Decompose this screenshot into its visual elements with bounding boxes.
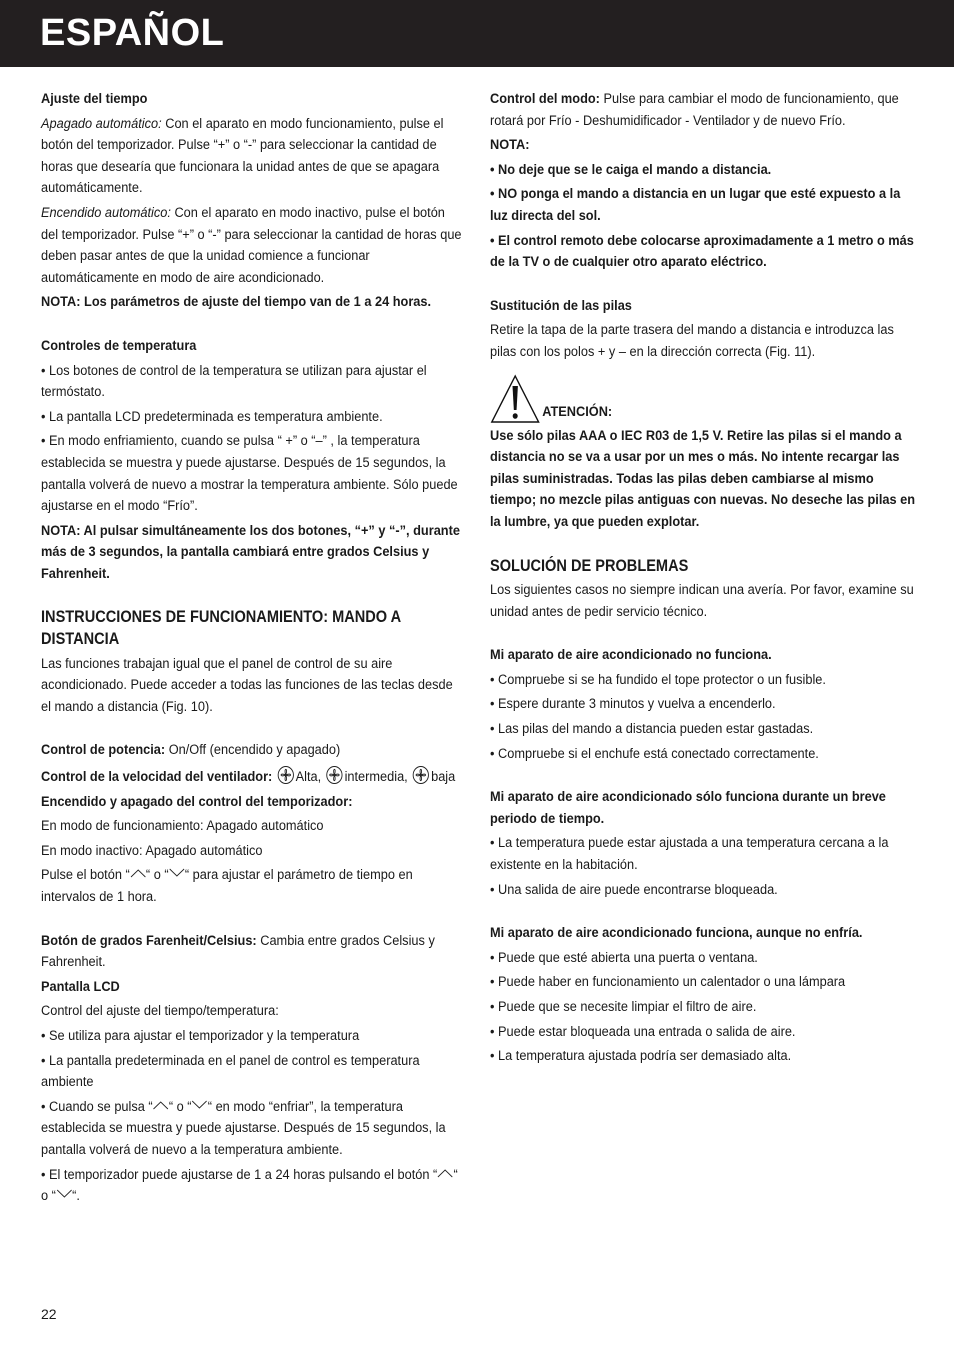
- temporizador-line-2: En modo inactivo: Apagado automático: [41, 842, 263, 859]
- section-title-tiempo: Ajuste del tiempo: [41, 91, 148, 107]
- problem-1-bullet-3: • Las pilas del mando a distancia pueden estar gastadas.: [490, 721, 814, 738]
- paragraph-potencia: Control de potencia: On/Off (encendido y apagado): [41, 742, 341, 759]
- page-number: 22: [41, 1306, 57, 1322]
- atencion-label: ATENCIÓN:: [542, 403, 613, 420]
- page-header: [0, 0, 954, 67]
- problem-title-1: Mi aparato de aire acondicionado no funciona.: [490, 647, 772, 664]
- problem-title-2: Mi aparato de aire acondicionado sólo funciona durante un breve periodo de tiempo.: [490, 789, 886, 827]
- paragraph-velocidad: Control de la velocidad del ventilador: Alta, intermedia, baja: [41, 765, 464, 789]
- bullet-temp-2: • La pantalla LCD predeterminada es temperatura ambiente.: [41, 408, 383, 425]
- nota-tiempo: NOTA: Los parámetros de ajuste del tiempo van de 1 a 24 horas.: [41, 294, 432, 311]
- arrow-up-icon: [437, 1168, 453, 1178]
- nota-label: NOTA:: [490, 137, 530, 154]
- arrow-up-icon: [130, 868, 146, 878]
- section-title-pilas: Sustitución de las pilas: [490, 297, 632, 314]
- section-title-temporizador: Encendido y apagado del control del temporizador:: [41, 793, 353, 810]
- problem-3-bullet-5: • La temperatura ajustada podría ser demasiado alta.: [490, 1048, 792, 1065]
- lcd-line-1: Control del ajuste del tiempo/temperatura:: [41, 1003, 279, 1020]
- arrow-down-icon: [169, 868, 185, 878]
- atencion-heading: [490, 374, 917, 424]
- fan-low-icon: [411, 765, 431, 785]
- paragraph-atencion: Use sólo pilas AAA o IEC R03 de 1,5 V. Retire las pilas si el mando a distancia no se va a usar por un mes o más. No intente recargar las pilas suministradas. Todas las pilas deben cambiarse al mismo tiempo; no mezcle pilas antiguas con nuevas. No deseche las pilas en la lumbre, ya que pueden explotar.: [490, 427, 916, 530]
- paragraph-apagado: Apagado automático: Con el aparato en modo funcionamiento, pulse el botón del temporizador. Pulse “+” o “-” para seleccionar la cantidad de horas que desearía que funcionara la unidad antes de que se apagara automáticamente.: [41, 115, 444, 197]
- bullet-lcd-4: • El temporizador puede ajustarse de 1 a 24 horas pulsando el botón “ “ o “ “.: [41, 1166, 458, 1205]
- section-title-instrucciones: INSTRUCCIONES DE FUNCIONAMIENTO: MANDO A DISTANCIA: [41, 608, 401, 649]
- problem-1-bullet-4: • Compruebe si el enchufe está conectado correctamente.: [490, 745, 819, 762]
- bullet-lcd-1: • Se utiliza para ajustar el temporizador y la temperatura: [41, 1027, 360, 1044]
- problem-3-bullet-2: • Puede haber en funcionamiento un calentador o una lámpara: [490, 974, 846, 991]
- nota-temperatura: NOTA: Al pulsar simultáneamente los dos botones, “+” y “-”, durante más de 3 segundos, la pantalla cambiará entre grados Celsius y Fahrenheit.: [41, 522, 460, 582]
- bullet-nota-3: • El control remoto debe colocarse aproximadamente a 1 metro o más de la TV o de cualquier otro aparato eléctrico.: [490, 232, 914, 271]
- page-title: ESPAÑOL: [40, 12, 225, 54]
- problem-3-bullet-4: • Puede estar bloqueada una entrada o salida de aire.: [490, 1023, 796, 1040]
- problem-3-bullet-3: • Puede que se necesite limpiar el filtro de aire.: [490, 999, 757, 1015]
- section-title-lcd: Pantalla LCD: [41, 978, 120, 995]
- problem-title-3: Mi aparato de aire acondicionado funciona, aunque no enfría.: [490, 925, 863, 942]
- right-column: [490, 89, 917, 1071]
- problem-2-bullet-2: • Una salida de aire puede encontrarse bloqueada.: [490, 881, 778, 898]
- problem-3-bullet-1: • Puede que esté abierta una puerta o ventana.: [490, 949, 758, 966]
- bullet-lcd-2: • La pantalla predeterminada en el panel de control es temperatura ambiente: [41, 1052, 420, 1091]
- fan-medium-icon: [325, 765, 345, 785]
- section-title-solucion: SOLUCIÓN DE PROBLEMAS: [490, 556, 689, 575]
- bullet-nota-2: • NO ponga el mando a distancia en un lugar que esté expuesto a la luz directa del sol.: [490, 186, 901, 224]
- arrow-down-icon: [56, 1189, 72, 1199]
- paragraph-solucion: Los siguientes casos no siempre indican una avería. Por favor, examine su unidad antes de pedir servicio técnico.: [490, 582, 914, 620]
- fan-high-icon: [276, 765, 296, 785]
- paragraph-pilas: Retire la tapa de la parte trasera del mando a distancia e introduzca las pilas con los polos + y – en la dirección correcta (Fig. 11).: [490, 322, 894, 360]
- paragraph-encendido: Encendido automático: Con el aparato en modo inactivo, pulse el botón del temporizador. Pulse “+” o “-” para seleccionar la cantidad de horas que deben pasar antes de que la unidad comience a funcionar automáticamente en modo de aire acondicionado.: [41, 204, 462, 286]
- problem-2-bullet-1: • La temperatura puede estar ajustada a una temperatura cercana a la existente en la habitación.: [490, 835, 889, 874]
- bullet-temp-1: • Los botones de control de la temperatura se utilizan para ajustar el termóstato.: [41, 362, 427, 401]
- section-title-temperatura: Controles de temperatura: [41, 337, 197, 354]
- problem-1-bullet-1: • Compruebe si se ha fundido el tope protector o un fusible.: [490, 671, 826, 688]
- temporizador-line-3: Pulse el botón “ “ o “ “ para ajustar el parámetro de tiempo en intervalos de 1 hora.: [41, 867, 413, 905]
- temporizador-line-1: En modo de funcionamiento: Apagado automático: [41, 818, 324, 835]
- paragraph-modo: Control del modo: Pulse para cambiar el modo de funcionamiento, que rotará por Frío - Deshumidificador - Ventilador y de nuevo Frío.: [490, 91, 899, 129]
- paragraph-grados: Botón de grados Farenheit/Celsius: Cambia entre grados Celsius y Fahrenheit.: [41, 932, 435, 971]
- bullet-lcd-3: • Cuando se pulsa “ “ o “ “ en modo “enfriar”, la temperatura establecida se muestra y puede ajustarse. Después de 15 segundos, la pantalla volverá de nuevo a la temperatura ambiente.: [41, 1098, 446, 1158]
- left-column: [41, 89, 464, 1211]
- arrow-up-icon: [153, 1100, 169, 1110]
- bullet-temp-3: • En modo enfriamiento, cuando se pulsa “ +” o “–” , la temperatura establecida se muestra y puede ajustarse. Después de 15 segundos, la pantalla volverá de nuevo a mostrar la temperatura ambiente. Sólo puede ajustarse en el modo “Frío”.: [41, 433, 458, 515]
- paragraph-instrucciones: Las funciones trabajan igual que el panel de control de su aire acondicionado. Puede acceder a todas las funciones de las teclas desde el mando a distancia (Fig. 10).: [41, 655, 453, 715]
- warning-icon: [490, 374, 540, 424]
- arrow-down-icon: [192, 1100, 208, 1110]
- bullet-nota-1: • No deje que se le caiga el mando a distancia.: [490, 161, 772, 178]
- problem-1-bullet-2: • Espere durante 3 minutos y vuelva a encenderlo.: [490, 696, 776, 713]
